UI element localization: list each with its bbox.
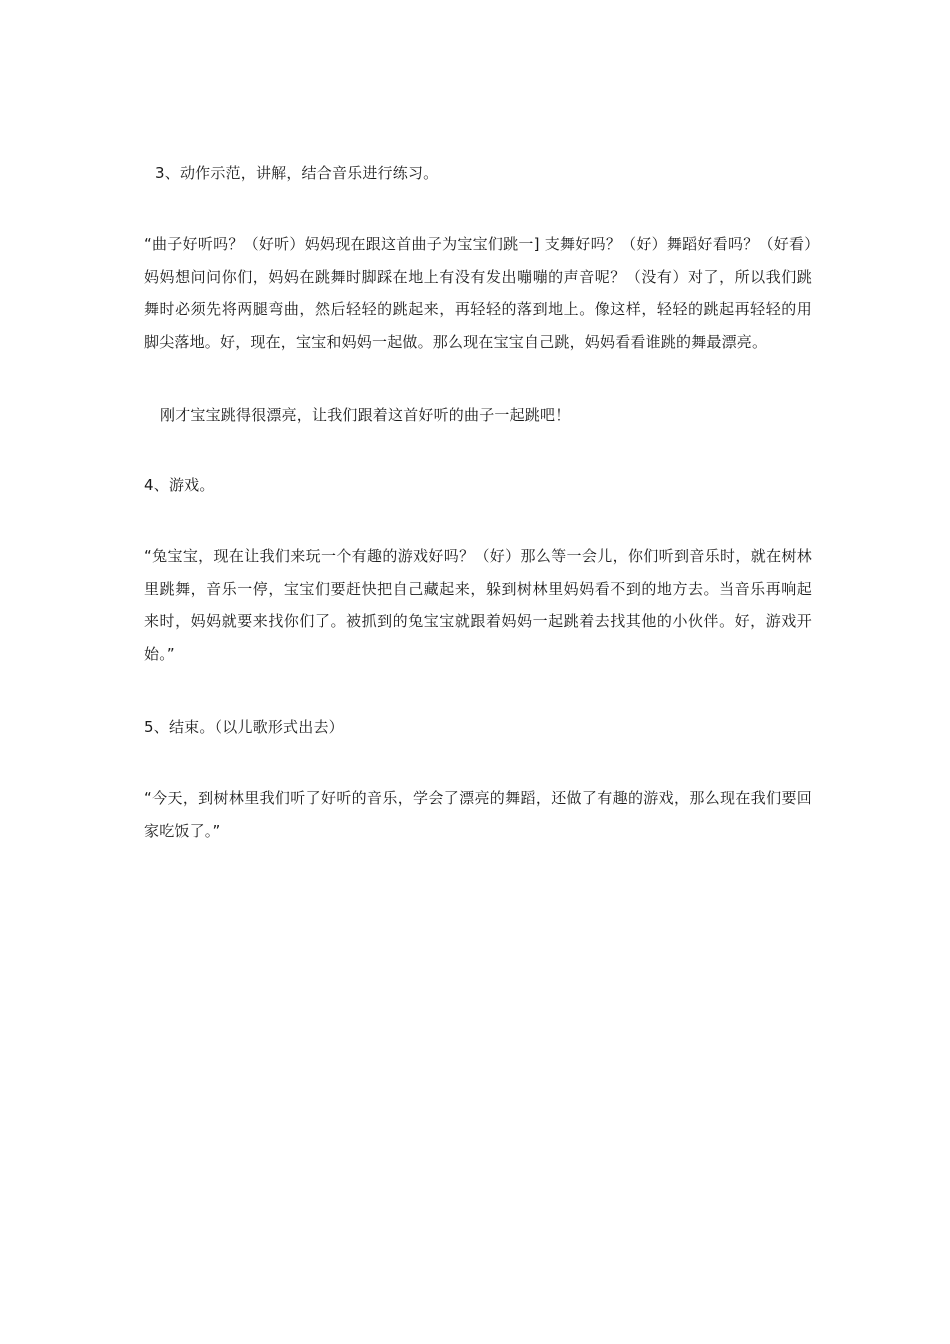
step-3-closing-line: 刚才宝宝跳得很漂亮，让我们跟着这首好听的曲子一起跳吧！	[160, 406, 571, 424]
step-5-closing-paragraph: “今天，到树林里我们听了好听的音乐，学会了漂亮的舞蹈，还做了有趣的游戏，那么现在我们要回家吃饭了。”	[144, 789, 812, 840]
step-5-heading: 5、结束。（以儿歌形式出去）	[144, 718, 344, 736]
step-3-heading: 3、动作示范，讲解，结合音乐进行练习。	[155, 164, 439, 182]
step-4-heading: 4、游戏。	[144, 476, 215, 494]
step-3-script-paragraph: “曲子好听吗？（好听）妈妈现在跟这首曲子为宝宝们跳一] 支舞好吗？（好）舞蹈好看吗？（好看）妈妈想问问你们，妈妈在跳舞时脚踩在地上有没有发出嘣嘣的声音呢？（没有）对了，所以我们跳舞时必须先将两腿弯曲，然后轻轻的跳起来，再轻轻的落到地上。像这样，轻轻的跳起再轻轻的用脚尖落地。好，现在，宝宝和妈妈一起做。那么现在宝宝自己跳，妈妈看看谁跳的舞最漂亮。	[144, 235, 812, 351]
step-4-game-paragraph: “兔宝宝，现在让我们来玩一个有趣的游戏好吗？（好）那么等一会儿，你们听到音乐时，就在树林里跳舞，音乐一停，宝宝们要赶快把自己藏起来，躲到树林里妈妈看不到的地方去。当音乐再响起来时，妈妈就要来找你们了。被抓到的兔宝宝就跟着妈妈一起跳着去找其他的小伙伴。好，游戏开始。”	[144, 547, 812, 663]
